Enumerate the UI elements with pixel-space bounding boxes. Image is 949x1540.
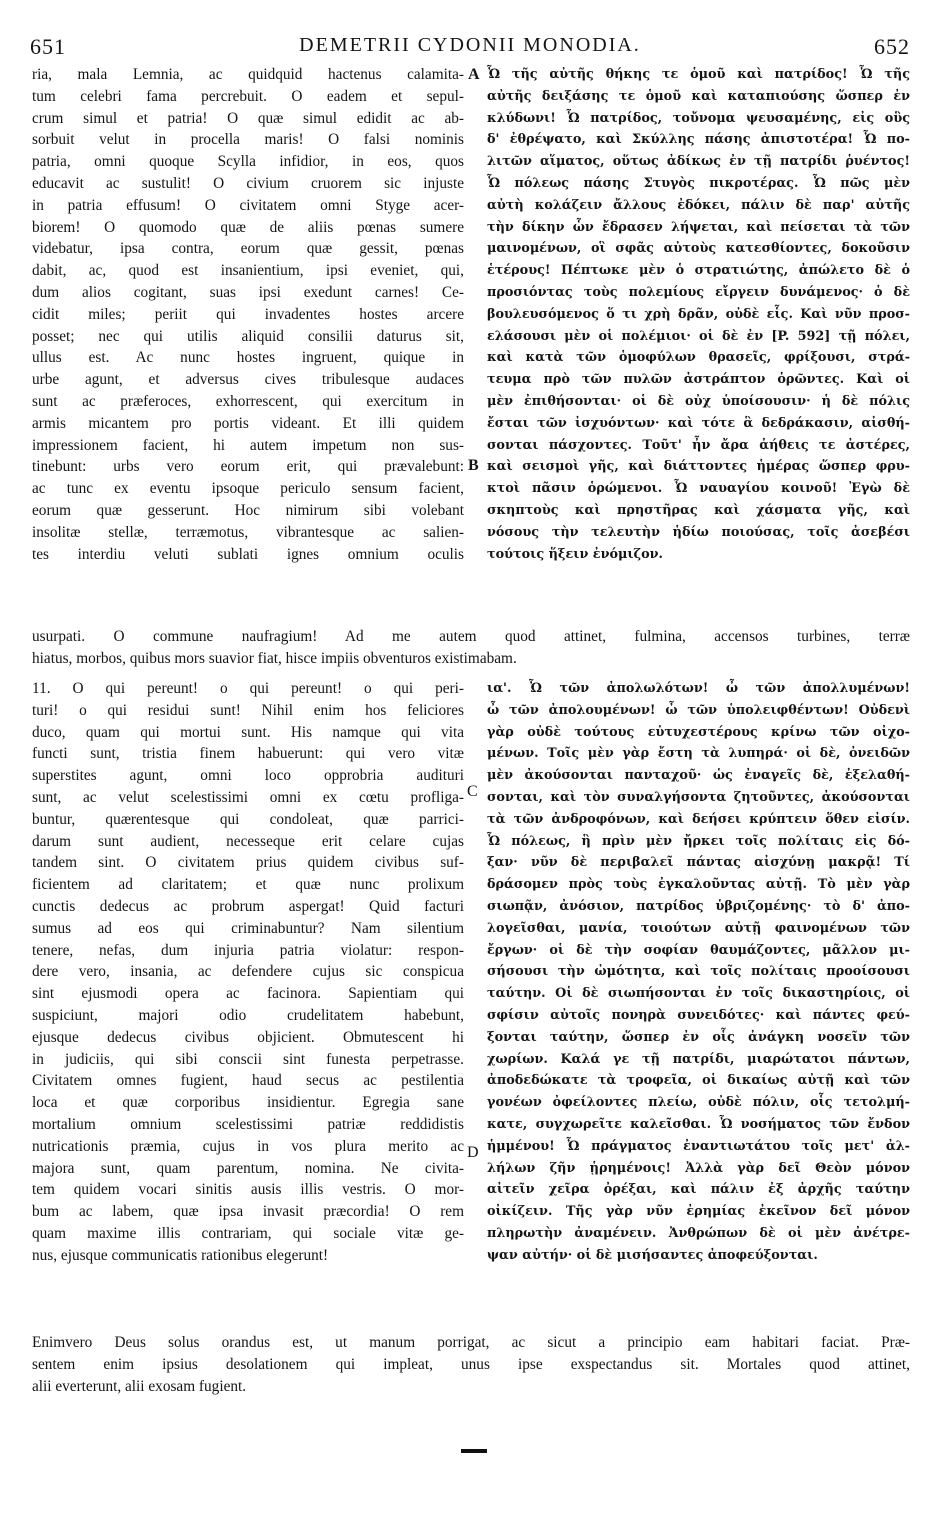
text-line: νόσους τὴν τελευτὴν ἡδίω ποιούσας, τοῖς ἀσεβέσι [487,524,910,540]
full-width-paragraph-mid [32,626,910,670]
text-line: eorum quæ gesserunt. Hoc nimirum sibi volebant [32,501,464,519]
greek-column-lower [487,678,910,1267]
text-line: μὲν ἀκούσονται πανταχοῦ· ὡς ἐναγεῖς δὲ, ἐξελαθή- [487,768,910,784]
text-line: μὲν ἐπιθήσονται· οἱ δὲ οὐχ ὑποίσουσιν· ἡ δὲ πόλις [487,393,910,409]
full-width-paragraph-bottom [32,1332,910,1397]
text-line: ria, mala Lemnia, ac quidquid hactenus calamita- [32,66,464,83]
text-line: turi! o qui residui sunt! Nihil enim hos feliciores [32,701,464,719]
text-line: dabit, ac, quod est insanientium, ipsi eveniet, qui, [32,262,464,280]
text-line: Civitatem omnes fugient, haud secus ac pestilentia [32,1072,464,1090]
text-line: nus, ejusque communicatis rationibus elegerunt! [32,1246,329,1264]
text-line: superstites agunt, omni loco opprobria audituri [32,767,464,785]
section-marker-b: B [468,457,479,474]
text-line: suspiciunt, majori odio crudelitatem habebunt, [32,1006,464,1024]
text-line: μένων. Τοῖς μὲν γὰρ ἔστη τὰ λυπηρά· οἱ δὲ, ὀνειδῶν [487,746,910,762]
text-line: τευμα πρὸ τῶν πυλῶν ἀστράπτον ὁρῶντες. Καὶ οἱ [487,372,910,388]
text-line: τὴν δίκην ὧν ἔδρασεν λήψεται, καὶ πείσεται τὰ τῶν [487,219,910,235]
text-line: σονται, καὶ τὸν συναλγήσοντα ζητοῦντες, ἀκούσονται [487,789,910,805]
text-line: λιτῶν αἵματος, οὕτως ἀδίκως ἐν τῇ πατρίδι ῥυέντος! [487,154,910,170]
text-line: Ὦ πόλεως, ἣ πρὶν μὲν ἤρκει τοῖς πολίταις εἰς δό- [487,833,910,849]
text-line: functi sunt, tristia finem habuerunt: qui vero vitæ [32,745,464,763]
text-line: 11. O qui pereunt! o qui pereunt! o qui peri- [32,680,464,697]
text-line: ελάσουσι μὲν οἱ πολέμιοι· οἱ δὲ ἐν [P. 592] τῇ πόλει, [487,328,910,344]
text-line: ψαν αὐτήν· οἱ δὲ μισήσαντες ἀποφεύξονται. [487,1247,818,1263]
text-line: πληρωτὴν ἀναμένειν. Ἀνθρώπων δὲ οἱ μὲν ἀνέτρε- [487,1225,910,1241]
text-line: σήσουσι τὴν ὠμότητα, καὶ τοῖς πολίταις προοίσουσι [487,964,910,980]
text-line: tum celebri fama percrebuit. O eadem et sepul- [32,87,464,105]
text-line: alii everterunt, alii exosam fugient. [32,1377,247,1395]
section-marker-d: D [467,1144,479,1161]
text-line: προσιόντας τοὺς πολεμίους εἴργειν δυνάμενος· ὁ δὲ [487,284,910,300]
text-line: τὰ τῶν ἀνδροφόνων, καὶ δεήσει κρύπτειν ὅθεν εἰσίν. [487,811,910,827]
text-line: impressionem facient, hi autem impetum non sus- [32,436,464,454]
text-line: buntur, quærentesque qui condoleat, quæ parrici- [32,810,464,828]
text-line: δράσομεν πρὸς τοὺς ἐγκαλοῦντας αὐτῇ. Τὸ μὲν γὰρ [487,877,910,893]
text-line: οἰκίζειν. Τῆς γὰρ νῦν ἐρημίας ἐκεῖνον δεῖ μόνον [487,1204,910,1220]
text-line: darum sunt audient, necesseque erit celare cujas [32,832,464,850]
text-line: in judiciis, qui sibi conscii sint funesta perpetrasse. [32,1050,464,1068]
text-line: αἰτεῖν χεῖρα ὀρέξαι, καὶ πάλιν ἐξ ἀρχῆς ταύτην [487,1182,910,1198]
greek-column-upper [487,64,910,565]
text-line: insolitæ stellæ, terræmotus, vibrantesque ac salien- [32,523,464,541]
text-line: σιωπᾷν, ἀνόσιον, πατρίδος ὑβριζομένης· τὸ δ' ἀπο- [487,898,910,914]
text-line: ἡμμένου! Ὦ πράγματος ἐναντιωτάτου τοῖς μετ' ἀλ- [487,1138,910,1154]
text-line: ficientem ad claritatem; et quæ nunc prolixum [32,876,464,894]
text-line: crum simul et patria! O quæ simul edidit ac ab- [32,109,464,127]
text-line: duco, quam qui mortui sunt. His namque qui vita [32,723,464,741]
text-line: biorem! O quomodo quæ de aliis pœnas sumere [32,218,464,236]
page-number-right: 652 [874,34,910,59]
text-line: κλύδωνι! Ὦ πατρίδος, τοὔνομα ψευσαμένης, εἰς οὓς [487,110,910,126]
text-line: Ὦ πόλεως πάσης Στυγὸς πικροτέρας. Ὦ πῶς μὲν [487,175,910,191]
latin-column-upper [32,64,464,565]
text-line: sunt ac præferoces, exhorrescent, qui exercitum in [32,392,464,410]
text-line: armis micantem pro portis videant. Et illi quidem [32,414,464,432]
text-line: μαινομένων, οἳ σφᾶς αὐτοὺς κατεσθίοντες, δοκοῦσιν [487,241,910,257]
page-header [30,34,910,62]
text-line: αὐτῆς δειξάσης τε ὁμοῦ καὶ καταπιούσης ὥσπερ ἐν [487,88,910,104]
text-line: sunt, ac velut scelestissimi omni ex cœtu profliga- [32,788,464,806]
text-line: καὶ σεισμοὶ γῆς, καὶ διάττοντες ἡμέρας ὥσπερ φρυ- [487,459,910,475]
latin-column-lower [32,678,464,1267]
end-rule [461,1449,487,1453]
text-line: σφίσιν αὐτοῖς πονηρὰ συνειδότες· καὶ πάντες φεύ- [487,1007,910,1023]
text-line: ἑτέρους! Πέπτωκε μὲν ὁ στρατιώτης, ἀπώλετο δὲ ὁ [487,263,910,279]
text-line: ξονται ταύτην, ὥσπερ ἐν οἷς ἀνάγκη νοσεῖν τῶν [487,1029,910,1045]
text-line: posset; nec qui utilis aliquid consilii daturus sit, [32,327,464,345]
text-line: σονται πάσχοντες. Τοῦτ' ἦν ἄρα ἀήθεις τε ἀστέρες, [487,437,910,453]
text-line: αὐτὴ κολάζειν ἄλλους ἐδόκει, πάλιν δὲ παρ' αὐτῆς [487,197,910,213]
section-marker-a: A [468,66,480,83]
text-line: urbe agunt, et adversus cives tribulesque audaces [32,371,464,389]
text-line: ἔσται τῶν ἰσχυόντων· καὶ τότε ἃ δεδράκασιν, αἰσθή- [487,415,910,431]
text-line: tinebunt: urbs vero eorum erit, qui prævalebunt: [32,458,464,476]
text-line: λήλων ζῆν ᾑρημένοις! Ἀλλὰ γὰρ δεῖ Θεὸν μόνον [487,1160,910,1176]
text-line: ἔργων· οἱ δὲ τὴν σοφίαν θαυμάζοντες, μᾶλλον μι- [487,942,910,958]
text-line: patria, omni quoque Scylla infidior, in eos, quos [32,153,464,171]
text-line: ἀποδεδώκατε τὰ τροφεῖα, οἱ δικαίως αὐτῇ καὶ τῶν [487,1073,910,1089]
text-line: bum ac labem, quæ ipsa invasit præcordia! O rem [32,1203,464,1221]
text-line: majora sunt, quam parentum, nomina. Ne civita- [32,1159,464,1177]
text-line: σκηπτοὺς καὶ πρηστῆρας καὶ χάσματα γῆς, καὶ [487,502,910,518]
text-line: ξαν· νῦν δὲ περιβαλεῖ πάντας αἰσχύνῃ μακρᾷ! Τί [487,855,910,871]
text-line: κτοὶ πᾶσιν ὁρώμενοι. Ὦ ναυαγίου κοινοῦ! Ἐγὼ δὲ [487,481,910,497]
text-line: loca et quæ corporibus insidientur. Egregia sane [32,1094,464,1112]
text-line: tandem sint. O civitatem prius quidem civibus suf- [32,854,464,872]
text-line: τούτοις ἥξειν ἐνόμιζον. [487,546,664,562]
page-number-left: 651 [30,34,66,59]
text-line: ια'. Ὦ τῶν ἀπολωλότων! ὦ τῶν ἀπολλυμένων! [487,681,910,696]
text-line: educavit ac sustulit! O civium cruorem sic injuste [32,174,464,192]
text-line: ac tunc ex eventu ipsoque periculo sensum facient, [32,480,464,498]
text-line: γὰρ οὐδὲ τούτους εὐτυχεστέρους κρίνω τῶν οἰχο- [487,724,910,740]
text-line: χωρίων. Καλά γε τῇ πατρίδι, μιαρώτατοι πάντων, [487,1051,910,1067]
text-line: dum alios cogitant, suas ipsi exedunt carnes! Ce- [32,283,464,301]
text-line: κατε, συγχωρεῖτε καλεῖσθαι. Ὦ νοσήματος τῶν ἔνδον [487,1116,910,1132]
text-line: βουλευσόμενος ὅ τι χρὴ δρᾶν, οὐδὲ εἷς. Καὶ νῦν προσ- [487,306,910,322]
text-line: cidit miles; periit qui invadentes hostes arcere [32,305,464,323]
text-line: γονέων ὀφείλοντες πλείω, οὐδὲ πόλιν, οἷς τετολμή- [487,1095,910,1111]
text-line: sint ejusmodi opera ac facinora. Sapientiam qui [32,985,464,1003]
text-line: ταύτην. Οἱ δὲ σιωπήσονται ἐν τοῖς δικαστηρίοις, οἱ [487,986,910,1002]
text-line: usurpati. O commune naufragium! Ad me autem quod attinet, fulmina, accensos turbines, terræ [32,628,910,645]
text-line: videbatur, ipsa contra, eorum quæ gessit, pœnas [32,240,464,258]
text-line: tem quidem vocari sinitis ausis illis vestris. O mor- [32,1181,464,1199]
text-line: δ' ἐθρέψατο, καὶ Σκύλλης πάσης ἀπιστοτέρα! Ὦ πο- [487,132,910,148]
text-line: tenere, nefas, dum injuria patria violatur: respon- [32,941,464,959]
text-line: hiatus, morbos, quibus mors suavior fiat, hisce impiis obventuros existimabam. [32,649,517,667]
text-line: mortalium omnium scelestissimi patriæ reddidistis [32,1115,464,1133]
text-line: καὶ κατὰ τῶν ὁμοφύλων θρασεῖς, φρίξουσι, στρά- [487,350,910,366]
text-line: dere vero, insania, ac defendere cujus sic conspicua [32,963,464,981]
running-title: DEMETRII CYDONII MONODIA. [299,34,641,56]
text-line: Ὦ τῆς αὐτῆς θήκης τε ὁμοῦ καὶ πατρίδος! Ὦ τῆς [487,67,910,82]
section-marker-c: C [467,783,478,800]
text-line: sorbuit velut in procella maris! O falsi nominis [32,131,464,149]
text-line: tes interdiu veluti sublati ignes omnium oculis [32,545,464,563]
text-line: λογεῖσθαι, μανία, τοιούτων αὐτῇ φαινομένων τῶν [487,920,910,936]
text-line: quam maxime illis contrariam, qui sociale vitæ ge- [32,1224,464,1242]
text-line: in patria effusum! O civitatem omni Styge acer- [32,196,464,214]
text-line: sentem enim ipsius desolationem qui impleat, unus ipse exspectandus sit. Mortales quod attinet, [32,1355,910,1373]
text-line: sumus ad eos qui criminabuntur? Nam silentium [32,919,464,937]
text-line: nutricationis præmia, cujus in vos plura merito ac [32,1137,464,1155]
text-line: ὦ τῶν ἀπολουμένων! ὦ τῶν ὑπολειφθέντων! Οὐδενὶ [487,702,910,718]
text-line: ejusque dedecus civibus objicient. Obmutescent hi [32,1028,464,1046]
text-line: ullus est. Ac nunc hostes ingruent, quique in [32,349,464,367]
text-line: cunctis dedecus ac probrum aspergat! Quid facturi [32,897,464,915]
text-line: Enimvero Deus solus orandus est, ut manum porrigat, ac sicut a principio eam habitari faciat. Præ- [32,1334,910,1351]
